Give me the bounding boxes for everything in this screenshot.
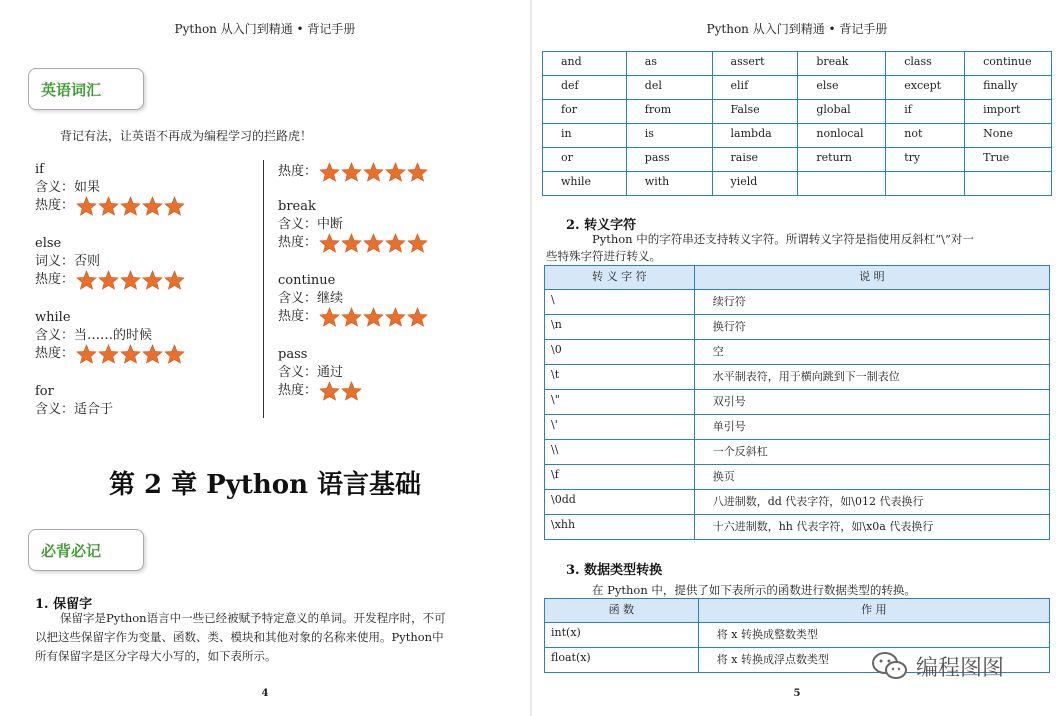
escape-header-desc: 说 明 [694, 266, 1049, 290]
keyword-cell: as [626, 52, 712, 76]
left-page [0, 0, 530, 716]
column-divider [263, 160, 264, 418]
escape-row [545, 415, 1050, 440]
keyword-cell: import [965, 100, 1052, 124]
star-icon [142, 196, 163, 216]
vocab-word: if [35, 162, 44, 177]
conversion-row [545, 623, 1050, 648]
star-icon [363, 307, 384, 327]
keyword-cell: assert [712, 52, 798, 76]
star-icon [164, 196, 185, 216]
escape-char-cell: \ [545, 290, 695, 315]
star-rating [319, 381, 362, 401]
keyword-cell: class [886, 52, 965, 76]
escape-desc-cell: 双引号 [694, 390, 1049, 415]
conversion-func-cell: float(x) [545, 648, 699, 673]
star-icon [407, 307, 428, 327]
keyword-cell [886, 172, 965, 196]
keyword-cell: else [798, 76, 886, 100]
heading-reserved-words: 1. 保留字 [35, 597, 93, 612]
keyword-cell: except [886, 76, 965, 100]
star-icon [164, 344, 185, 364]
keyword-cell: break [798, 52, 886, 76]
keyword-cell: not [886, 124, 965, 148]
heat-label: 热度： [278, 309, 318, 324]
keyword-cell: nonlocal [798, 124, 886, 148]
star-icon [98, 196, 119, 216]
escape-desc-cell: 换行符 [694, 315, 1049, 340]
keyword-cell: yield [712, 172, 798, 196]
chapter-title: 第 2 章 Python 语言基础 [108, 470, 422, 500]
star-icon [385, 162, 406, 182]
paragraph-line: Python 中的字符串还支持转义字符。所谓转义字符是指使用反斜杠“\”对一 [592, 232, 974, 246]
vocab-meaning: 含义：当……的时候 [35, 328, 153, 343]
escape-paragraph [546, 231, 1051, 265]
keyword-cell: elif [712, 76, 798, 100]
vocab-word: else [35, 236, 62, 251]
vocab-meaning: 含义：通过 [278, 365, 344, 380]
conversion-func-cell: int(x) [545, 623, 699, 648]
escape-char-cell: \0 [545, 340, 695, 365]
vocab-word: continue [278, 273, 336, 288]
paragraph-line: 所有保留字是区分字母大小写的，如下表所示。 [35, 649, 277, 663]
escape-char-cell: \f [545, 465, 695, 490]
keyword-cell: for [543, 100, 627, 124]
vocab-meaning: 词义：否则 [35, 254, 101, 269]
escape-row [545, 340, 1050, 365]
star-rating [76, 344, 185, 364]
intro-text: 背记有法，让英语不再成为编程学习的拦路虎！ [60, 129, 313, 143]
keywords-row [543, 52, 1052, 76]
conversion-header-purpose: 作 用 [698, 599, 1049, 623]
star-icon [76, 196, 97, 216]
escape-row [545, 290, 1050, 315]
heat-label: 热度： [35, 346, 75, 361]
keyword-cell: if [886, 100, 965, 124]
vocab-entry-continue [278, 272, 428, 326]
keywords-row [543, 148, 1052, 172]
vocab-entry-else [35, 235, 185, 289]
vocab-col-2 [278, 161, 428, 400]
heat-row [278, 234, 428, 252]
vocab-entry-break [278, 198, 428, 252]
vocab-entry-while [35, 309, 185, 363]
heat-label: 热度： [35, 198, 75, 213]
keywords-row [543, 100, 1052, 124]
escape-row [545, 515, 1050, 540]
keywords-row [543, 124, 1052, 148]
star-icon [120, 196, 141, 216]
keyword-cell: pass [626, 148, 712, 172]
vocab-col-1 [35, 161, 185, 419]
escape-desc-cell: 十六进制数，hh 代表字符，如\x0a 代表换行 [694, 515, 1049, 540]
keyword-cell [798, 172, 886, 196]
keyword-cell: None [965, 124, 1052, 148]
keyword-cell: finally [965, 76, 1052, 100]
vocab-entry-pass [278, 346, 428, 400]
page-header: Python 从入门到精通 • 背记手册 [706, 22, 888, 36]
heading-type-conversion: 3. 数据类型转换 [566, 563, 663, 578]
keywords-row [543, 172, 1052, 196]
star-rating [76, 196, 185, 216]
keyword-cell: raise [712, 148, 798, 172]
vocab-meaning: 含义：中断 [278, 217, 344, 232]
wechat-icon [870, 650, 910, 682]
escape-char-cell: \\ [545, 440, 695, 465]
paragraph-line: 些特殊字符进行转义。 [546, 249, 661, 263]
star-icon [319, 233, 340, 253]
star-rating [319, 233, 428, 253]
escape-row [545, 315, 1050, 340]
star-icon [407, 162, 428, 182]
vocab-meaning: 含义：如果 [35, 180, 101, 195]
keywords-table [542, 51, 1052, 196]
keyword-cell: in [543, 124, 627, 148]
star-icon [341, 381, 362, 401]
keyword-cell: from [626, 100, 712, 124]
star-icon [341, 307, 362, 327]
escape-char-cell: \" [545, 390, 695, 415]
heat-label: 热度： [278, 235, 318, 250]
escape-header-char: 转 义 字 符 [545, 266, 695, 290]
star-icon [319, 307, 340, 327]
vocab-word: while [35, 310, 71, 325]
paragraph-line: 保留字是Python语言中一些已经被赋予特定意义的单词。开发程序时，不可 [60, 611, 446, 625]
section-box-must-memorize: 必背必记 [28, 529, 144, 571]
vocab-word: pass [278, 347, 308, 362]
heat-row [278, 308, 428, 326]
keyword-cell: del [626, 76, 712, 100]
star-icon [319, 162, 340, 182]
star-icon [98, 270, 119, 290]
star-icon [142, 344, 163, 364]
escape-row [545, 490, 1050, 515]
escape-char-cell: \xhh [545, 515, 695, 540]
keyword-cell: continue [965, 52, 1052, 76]
page-number: 4 [261, 688, 269, 699]
star-icon [120, 344, 141, 364]
escape-table [544, 265, 1050, 540]
keyword-cell: try [886, 148, 965, 172]
keyword-cell: return [798, 148, 886, 172]
reserved-words-paragraph [35, 609, 505, 666]
keyword-cell: def [543, 76, 627, 100]
star-rating [319, 307, 428, 327]
conversion-purpose-cell: 将 x 转换成浮点数类型 [698, 648, 1049, 673]
escape-char-cell: \' [545, 415, 695, 440]
escape-desc-cell: 空 [694, 340, 1049, 365]
escape-desc-cell: 水平制表符，用于横向跳到下一制表位 [694, 365, 1049, 390]
conversion-purpose-cell: 将 x 转换成整数类型 [698, 623, 1049, 648]
star-icon [76, 344, 97, 364]
star-icon [164, 270, 185, 290]
keyword-cell: and [543, 52, 627, 76]
section-box-vocab: 英语词汇 [28, 68, 144, 110]
keyword-cell: False [712, 100, 798, 124]
page-header: Python 从入门到精通 • 背记手册 [174, 22, 356, 36]
escape-desc-cell: 换页 [694, 465, 1049, 490]
vocab-word: break [278, 199, 316, 214]
escape-row [545, 390, 1050, 415]
watermark-text: 编程图图 [916, 655, 1005, 681]
heat-row [278, 161, 428, 183]
keyword-cell: or [543, 148, 627, 172]
vocab-word: for [35, 384, 54, 399]
keyword-cell [965, 172, 1052, 196]
escape-desc-cell: 八进制数，dd 代表字符，如\012 代表换行 [694, 490, 1049, 515]
keyword-cell: True [965, 148, 1052, 172]
star-icon [319, 381, 340, 401]
conversion-header-func: 函 数 [545, 599, 699, 623]
heat-label: 热度： [35, 272, 75, 287]
star-icon [120, 270, 141, 290]
heat-label: 热度： [278, 383, 318, 398]
escape-desc-cell: 续行符 [694, 290, 1049, 315]
page-number: 5 [793, 688, 801, 699]
keyword-cell: lambda [712, 124, 798, 148]
right-page [532, 0, 1062, 716]
star-icon [142, 270, 163, 290]
escape-row [545, 365, 1050, 390]
star-icon [385, 307, 406, 327]
paragraph-line: 以把这些保留字作为变量、函数、类、模块和其他对象的名称来使用。Python中 [35, 630, 444, 644]
keyword-cell: while [543, 172, 627, 196]
vocab-meaning: 含义：适合于 [35, 402, 114, 417]
keyword-cell: with [626, 172, 712, 196]
vocab-entry-if [35, 161, 185, 215]
escape-char-cell: \0dd [545, 490, 695, 515]
heat-row [35, 345, 185, 363]
star-rating [76, 270, 185, 290]
star-icon [98, 344, 119, 364]
keyword-cell: global [798, 100, 886, 124]
star-icon [363, 162, 384, 182]
conversion-paragraph: 在 Python 中，提供了如下表所示的函数进行数据类型的转换。 [592, 583, 916, 597]
vocab-entry-for [35, 383, 185, 419]
heat-row [35, 271, 185, 289]
heading-escape-chars: 2. 转义字符 [566, 218, 637, 233]
keyword-cell: is [626, 124, 712, 148]
star-icon [341, 162, 362, 182]
star-icon [341, 233, 362, 253]
vocab-meaning: 含义：继续 [278, 291, 344, 306]
star-icon [407, 233, 428, 253]
star-icon [76, 270, 97, 290]
heat-label: 热度： [278, 164, 318, 179]
keywords-row [543, 76, 1052, 100]
heat-row [35, 197, 185, 215]
escape-char-cell: \t [545, 365, 695, 390]
star-icon [363, 233, 384, 253]
escape-desc-cell: 一个反斜杠 [694, 440, 1049, 465]
star-icon [385, 233, 406, 253]
heat-row [278, 382, 428, 400]
star-rating [319, 162, 428, 182]
escape-desc-cell: 单引号 [694, 415, 1049, 440]
escape-row [545, 440, 1050, 465]
watermark [870, 650, 1004, 682]
escape-row [545, 465, 1050, 490]
escape-char-cell: \n [545, 315, 695, 340]
